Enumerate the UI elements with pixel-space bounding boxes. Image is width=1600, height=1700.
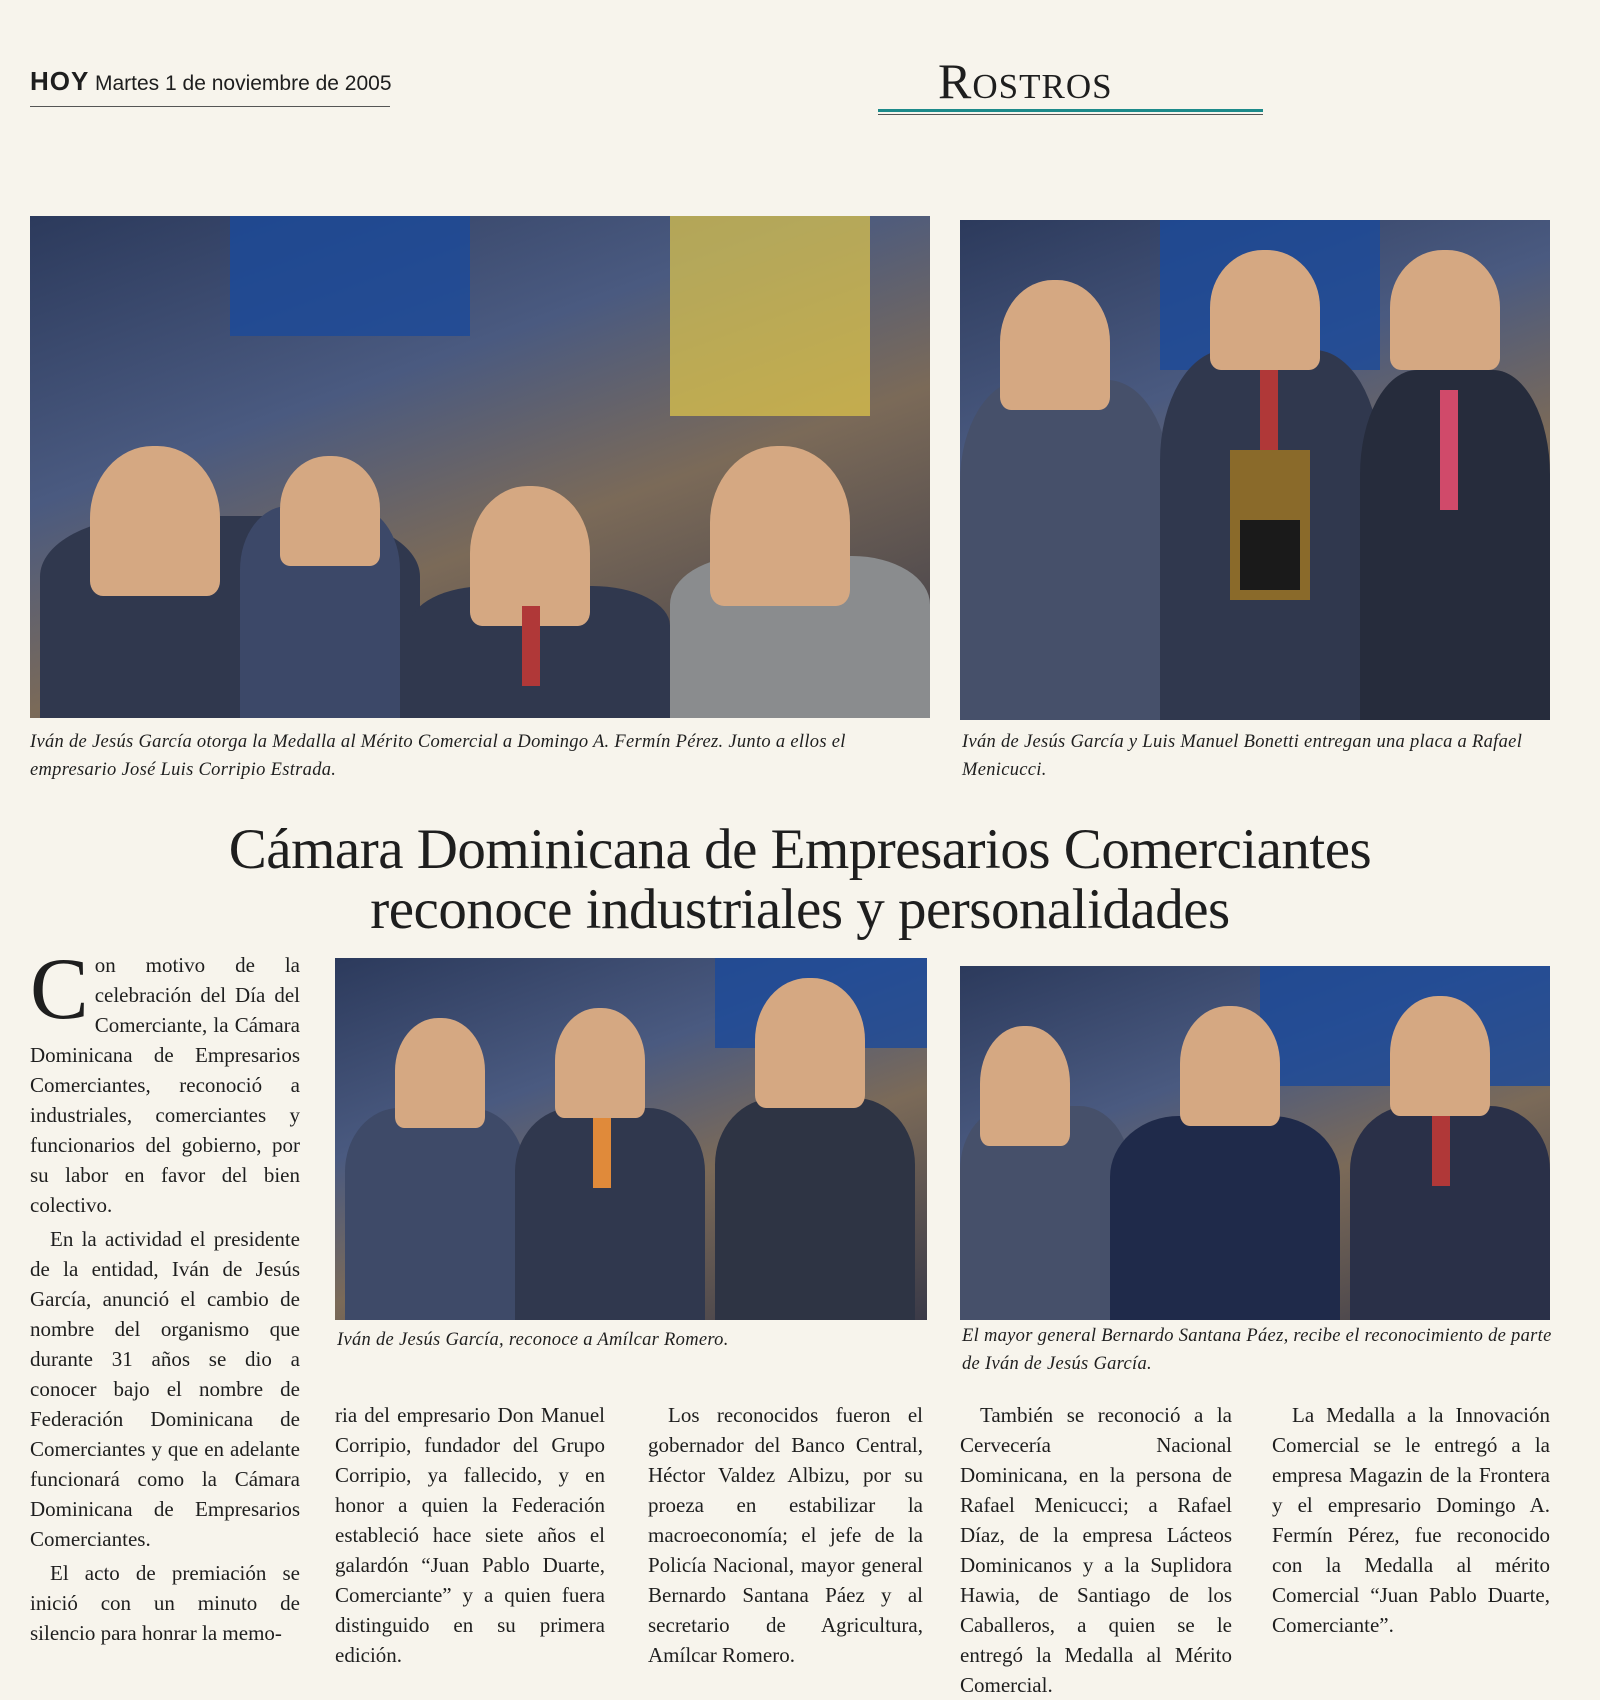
photo-caption: El mayor general Bernardo Santana Páez, recibe el reconocimiento de parte de Iván de Jesús García. xyxy=(962,1326,1552,1374)
article-paragraph: on motivo de la celebración del Día del Comerciante, la Cámara Dominicana de Empresarios Comerciantes, reconoció a industriales, comerciantes y funcionarios del gobierno, por su labor en favor del bien colectivo. xyxy=(30,953,300,1217)
photo-caption: Iván de Jesús García otorga la Medalla al Mérito Comercial a Domingo A. Fermín Pérez. Junto a ellos el empresario José Luis Corripio Estrada. xyxy=(30,732,846,780)
article-column-5 xyxy=(1272,1400,1550,1640)
drop-cap: C xyxy=(30,941,89,1038)
article-paragraph: En la actividad el presidente de la entidad, Iván de Jesús García, anunció el cambio de nombre del organismo que durante 31 años se dio a conocer bajo el nombre de Federación Dominicana de Comerciantes y que en adelante funcionará como la Cámara Dominicana de Empresarios Comerciantes. xyxy=(30,1227,300,1551)
article-column-4 xyxy=(960,1400,1232,1700)
photo-caption: Iván de Jesús García, reconoce a Amílcar Romero. xyxy=(337,1330,729,1350)
section-title: Rostros xyxy=(938,53,1113,109)
section-divider xyxy=(878,114,1263,115)
article-paragraph: ria del empresario Don Manuel Corripio, fundador del Grupo Corripio, ya fallecido, y en honor a quien la Federación estableció hace siete años el galardón “Juan Pablo Duarte, Comerciante” y a quien fuera distinguido en su primera edición. xyxy=(335,1403,605,1667)
photo-plaque-presentation xyxy=(960,220,1550,720)
photo-medal-award xyxy=(30,216,930,718)
article-paragraph: La Medalla a la Innovación Comercial se le entregó a la empresa Magazin de la Frontera y el empresario Domingo A. Fermín Pérez, fue reconocido con la Medalla al mérito Comercial “Juan Pablo Duarte, Comerciante”. xyxy=(1272,1403,1550,1637)
masthead-divider xyxy=(30,106,390,107)
photo-santana-award xyxy=(960,966,1550,1320)
photo-caption: Iván de Jesús García y Luis Manuel Bonetti entregan una placa a Rafael Menicucci. xyxy=(962,732,1523,780)
photo-romero-award xyxy=(335,958,927,1320)
article-paragraph: El acto de premiación se inició con un minuto de silencio para honrar la memo- xyxy=(30,1561,300,1645)
article-column-1 xyxy=(30,941,300,1660)
newspaper-logo: HOY xyxy=(30,66,90,96)
article-paragraph: También se reconoció a la Cervecería Nacional Dominicana, en la persona de Rafael Menicucci; a Rafael Díaz, de la empresa Lácteos Dominicanos y a la Suplidora Hawia, de Santiago de los Caballeros, a quien se le entregó la Medalla al Mérito Comercial. xyxy=(960,1403,1232,1697)
article-headline-line-2: reconoce industriales y personalidades xyxy=(370,878,1230,941)
article-column-3 xyxy=(648,1400,923,1670)
article-headline-line-1: Cámara Dominicana de Empresarios Comerciantes xyxy=(228,818,1372,881)
issue-date: Martes 1 de noviembre de 2005 xyxy=(95,72,392,95)
article-column-2 xyxy=(335,1400,605,1670)
article-paragraph: Los reconocidos fueron el gobernador del Banco Central, Héctor Valdez Albizu, por su proeza en estabilizar la macroeconomía; el jefe de la Policía Nacional, mayor general Bernardo Santana Páez y al secretario de Agricultura, Amílcar Romero. xyxy=(648,1403,923,1667)
section-accent-rule xyxy=(878,109,1263,112)
